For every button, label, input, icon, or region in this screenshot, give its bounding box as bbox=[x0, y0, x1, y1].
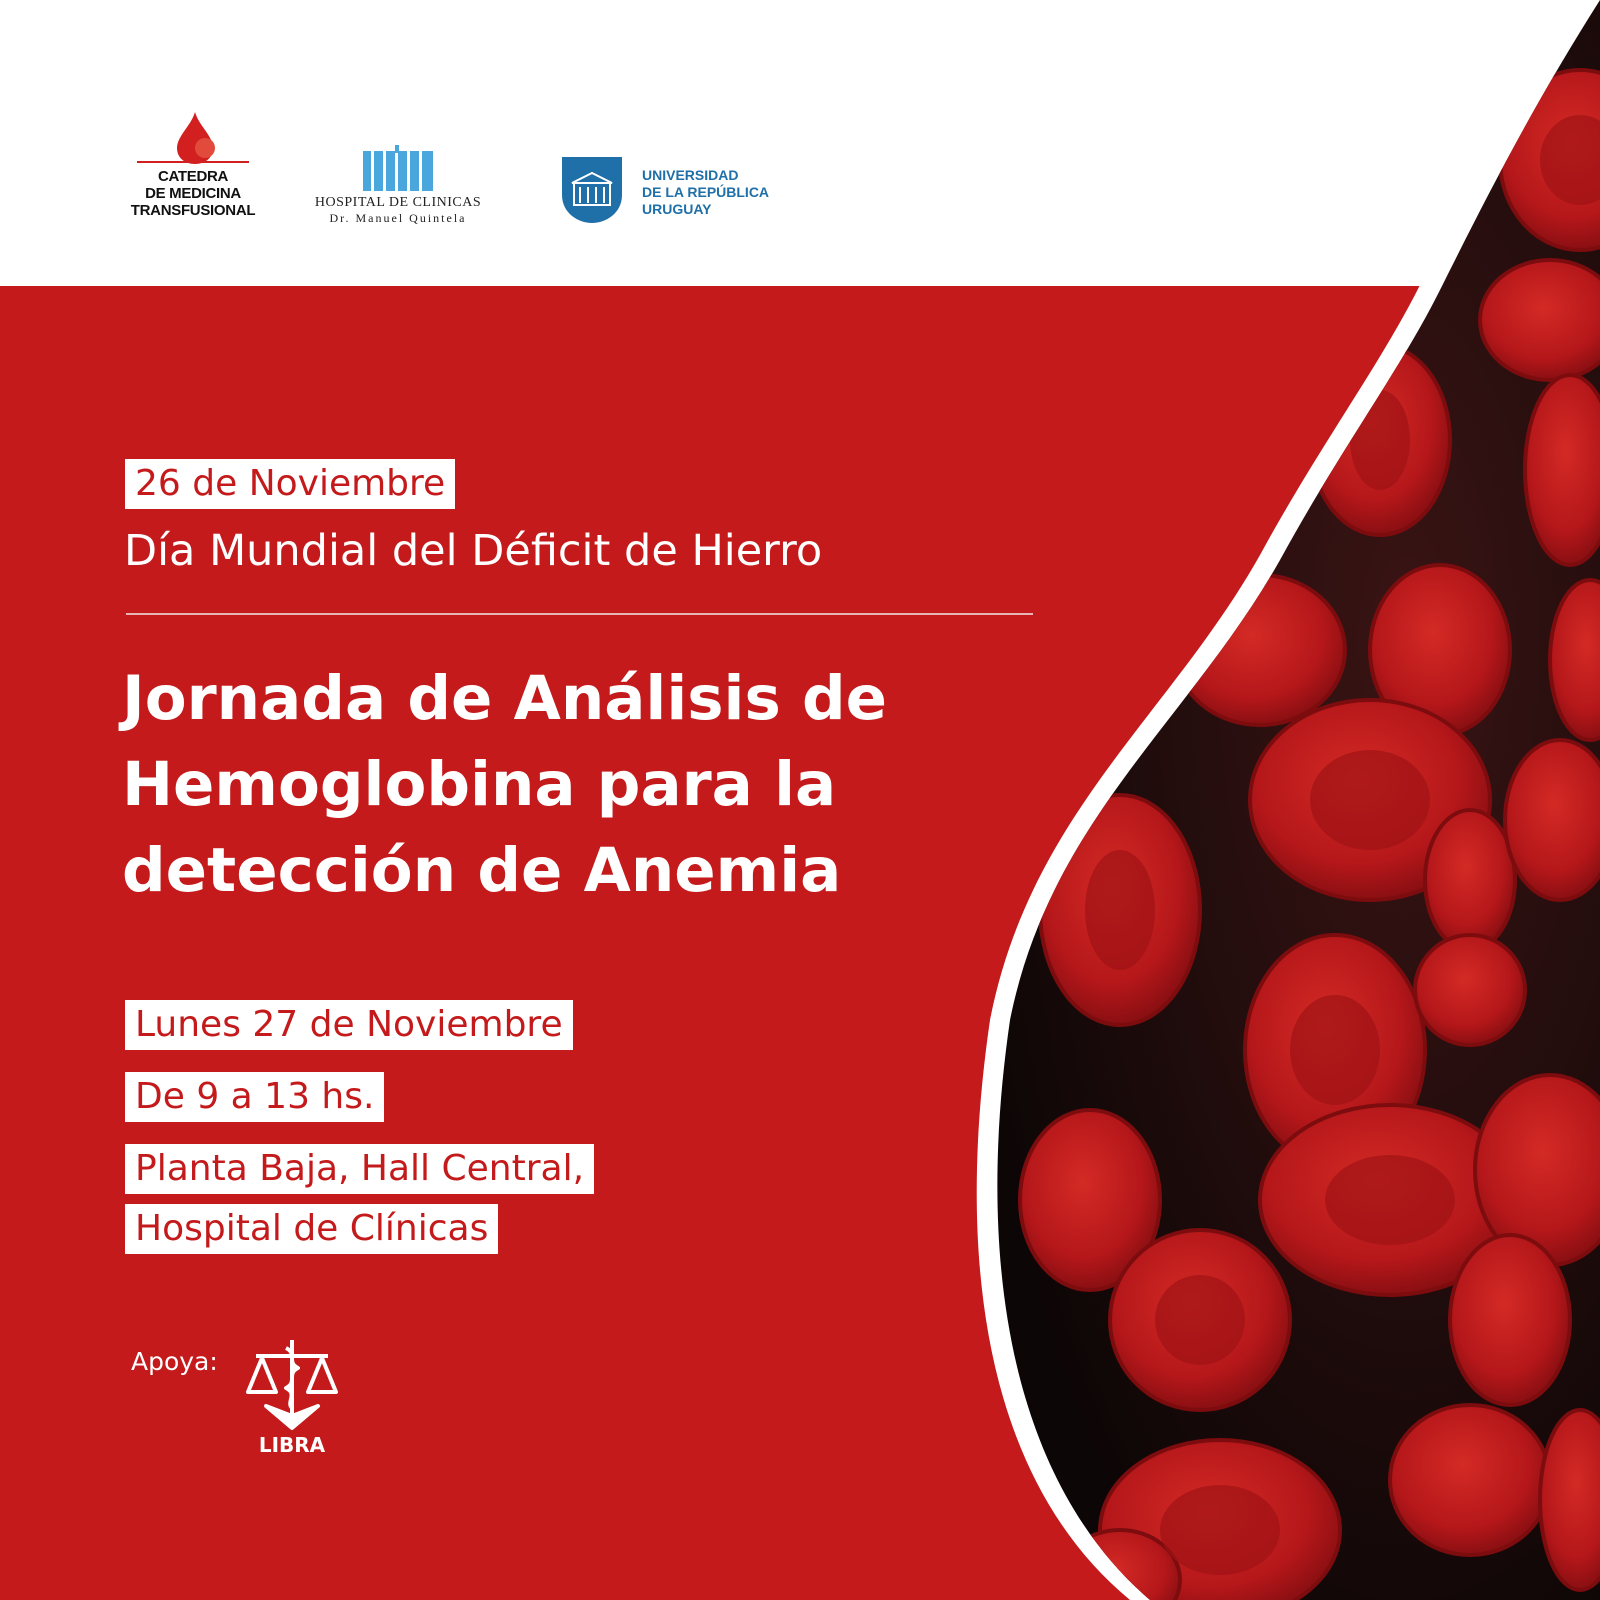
catedra-line-3: TRANSFUSIONAL bbox=[130, 202, 256, 219]
udelar-shield-icon bbox=[560, 155, 624, 225]
blood-drop-icon bbox=[133, 108, 253, 168]
sponsor-label: Apoya: bbox=[131, 1347, 218, 1376]
event-subtitle: Día Mundial del Déficit de Hierro bbox=[124, 526, 823, 576]
day-tag: Lunes 27 de Noviembre bbox=[125, 1000, 573, 1050]
hospital-building-icon bbox=[361, 145, 435, 191]
udelar-line-1: UNIVERSIDAD bbox=[642, 167, 739, 183]
catedra-line-2: DE MEDICINA bbox=[145, 185, 241, 202]
place-tag-line-2: Hospital de Clínicas bbox=[125, 1204, 498, 1254]
udelar-name bbox=[642, 167, 769, 218]
libra-logo-text: LIBRA bbox=[258, 1433, 326, 1456]
udelar-line-3: URUGUAY bbox=[642, 201, 712, 217]
udelar-logo bbox=[560, 155, 780, 225]
time-tag: De 9 a 13 hs. bbox=[125, 1072, 384, 1122]
catedra-medicina-transfusional-logo bbox=[128, 108, 258, 238]
hospital-subname: Dr. Manuel Quintela bbox=[329, 211, 467, 225]
place-tag-line-1: Planta Baja, Hall Central, bbox=[125, 1144, 594, 1194]
hospital-name: HOSPITAL DE CLINICAS bbox=[314, 195, 482, 210]
libra-logo bbox=[246, 1336, 338, 1456]
event-title-line-2: Hemoglobina para la bbox=[122, 749, 837, 820]
date-tag: 26 de Noviembre bbox=[125, 459, 455, 509]
udelar-line-2: DE LA REPÚBLICA bbox=[642, 184, 770, 200]
event-title-line-3: detección de Anemia bbox=[122, 835, 842, 906]
hospital-de-clinicas-logo bbox=[298, 145, 498, 235]
event-title bbox=[122, 656, 1052, 914]
catedra-line-1: CATEDRA bbox=[157, 168, 229, 185]
divider bbox=[126, 613, 1033, 615]
event-title-line-1: Jornada de Análisis de bbox=[122, 663, 888, 734]
